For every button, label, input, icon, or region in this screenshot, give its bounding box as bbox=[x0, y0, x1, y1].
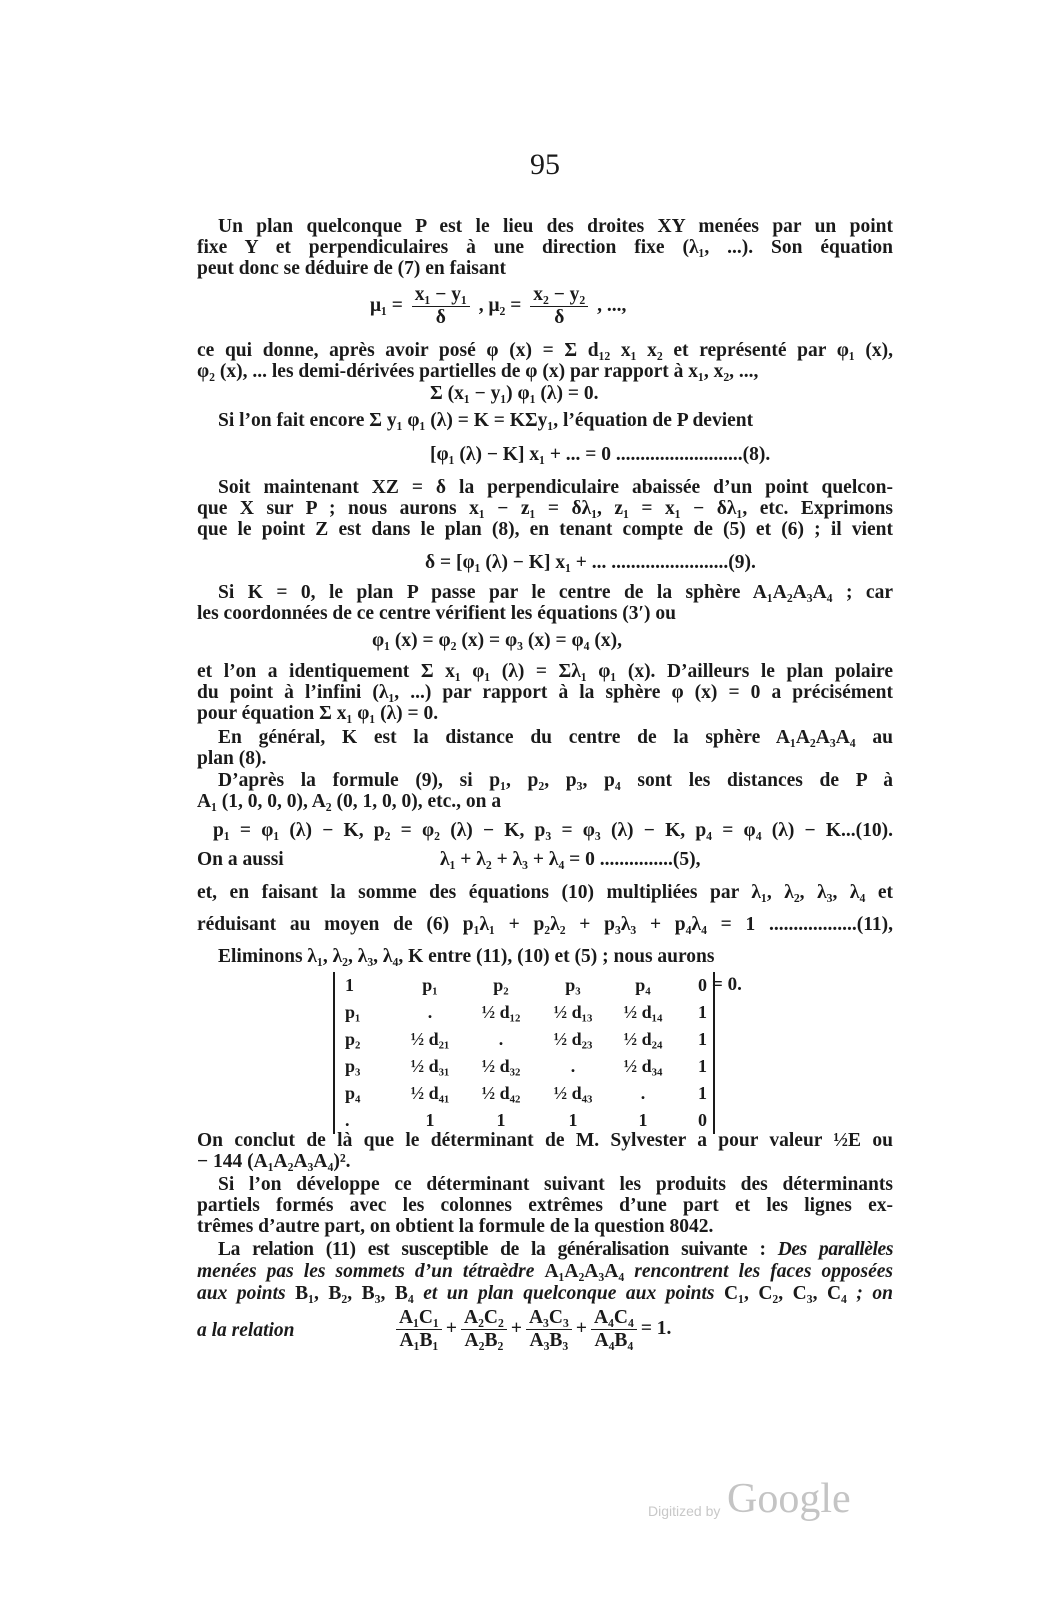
numerator: A₂C₂ bbox=[461, 1307, 507, 1330]
plus-sign: + bbox=[510, 1317, 522, 1339]
determinant bbox=[333, 972, 715, 1134]
text-span: La relation (11) est susceptible de la généralisation suivante : bbox=[218, 1239, 778, 1260]
text-line: Un plan quelconque P est le lieu des droites XY menées par un point bbox=[218, 216, 893, 237]
text-line: Soit maintenant XZ = δ la perpendiculaire abaissée d’un point quelcon- bbox=[218, 477, 893, 498]
text-line: Si l’on fait encore Σ y₁ φ₁ (λ) = K = KΣy₁, l’équation de P devient bbox=[218, 410, 754, 431]
numerator: x₁ − y₁ bbox=[412, 284, 470, 307]
text-line: les coordonnées de ce centre vérifient les équations (3′) ou bbox=[197, 603, 676, 624]
determinant-row bbox=[335, 1053, 713, 1080]
determinant-cell: 1 bbox=[698, 1029, 707, 1049]
equation-11: réduisant au moyen de (6) p₁λ₁ + p₂λ₂ + p₃λ₃ + p₄λ₄ = 1 ..................(11), bbox=[197, 914, 893, 935]
determinant-table bbox=[335, 972, 713, 1134]
determinant-cell: p₃ bbox=[345, 1056, 361, 1076]
italic-span: rencontrent les faces opposées bbox=[624, 1261, 893, 1282]
determinant-cell: . bbox=[498, 1029, 504, 1049]
numerator: x₂ − y₂ bbox=[530, 284, 588, 307]
determinant-cell: p₄ bbox=[345, 1083, 361, 1103]
determinant-cell: p₁ bbox=[345, 1002, 361, 1022]
text-line bbox=[218, 1239, 893, 1261]
equation: φ₁ (x) = φ₂ (x) = φ₃ (x) = φ₄ (x), bbox=[372, 630, 622, 651]
determinant-cell: ½ d₂₁ bbox=[410, 1029, 450, 1049]
text-line bbox=[197, 1261, 893, 1283]
text-line: Si K = 0, le plan P passe par le centre de la sphère A₁A₂A₃A₄ ; car bbox=[218, 582, 893, 603]
text-line: et l’on a identiquement Σ x₁ φ₁ (λ) = Σλ₁ φ₁ (x). D’ailleurs le plan polaire bbox=[197, 661, 893, 682]
text-line: plan (8). bbox=[197, 748, 267, 769]
mu2-label: , μ₂ = bbox=[478, 294, 522, 316]
determinant-row bbox=[335, 999, 713, 1026]
determinant-cell: . bbox=[427, 1002, 433, 1022]
text-line: pour équation Σ x₁ φ₁ (λ) = 0. bbox=[197, 703, 439, 724]
plus-sign: + bbox=[575, 1317, 587, 1339]
determinant-equals: = 0. bbox=[712, 974, 742, 995]
determinant-cell: . bbox=[345, 1110, 350, 1130]
text-line: fixe Y et perpendiculaires à une direction fixe (λ₁, ...). Son équation bbox=[197, 237, 893, 258]
plus-sign: + bbox=[445, 1317, 457, 1339]
determinant-cell: 1 bbox=[345, 975, 354, 995]
determinant-cell: ½ d₄₃ bbox=[553, 1083, 593, 1103]
determinant-cell: ½ d₄₁ bbox=[410, 1083, 450, 1103]
text-line: que le point Z est dans le plan (8), en tenant compte de (5) et (6) ; il vient bbox=[197, 519, 893, 540]
determinant-cell: 1 bbox=[698, 1083, 707, 1103]
mu1-fraction bbox=[412, 284, 470, 329]
determinant-cell: p₁ bbox=[422, 975, 438, 995]
italic-span: ; on bbox=[846, 1283, 893, 1304]
text-line: On a aussi bbox=[197, 849, 284, 870]
italic-span: et un plan quelconque aux points bbox=[413, 1283, 725, 1304]
text-line: D’après la formule (9), si p₁, p₂, p₃, p₄ sont les distances de P à bbox=[218, 770, 893, 791]
text-span: B₁, B₂, B₃, B₄ bbox=[295, 1283, 414, 1304]
equation-8: [φ₁ (λ) − K] x₁ + ... = 0 ..........................(8). bbox=[430, 444, 771, 465]
text-line: partiels formés avec les colonnes extrêmes d’une part et les lignes ex- bbox=[197, 1195, 893, 1216]
denominator: δ bbox=[554, 307, 565, 328]
mu-tail: , ..., bbox=[597, 294, 627, 316]
numerator: A₁C₁ bbox=[396, 1307, 442, 1330]
text-line: peut donc se déduire de (7) en faisant bbox=[197, 258, 506, 279]
equation-10: p₁ = φ₁ (λ) − K, p₂ = φ₂ (λ) − K, p₃ = φ₃ (λ) − K, p₄ = φ₄ (λ) − K...(10). bbox=[213, 820, 893, 841]
watermark-prefix: Digitized by bbox=[648, 1503, 721, 1519]
equation-9: δ = [φ₁ (λ) − K] x₁ + ... ........................(9). bbox=[425, 552, 756, 573]
ratio-fraction bbox=[591, 1307, 637, 1352]
determinant-cell: 1 bbox=[568, 1110, 578, 1130]
determinant-cell: p₃ bbox=[565, 975, 581, 995]
determinant-cell: ½ d₄₂ bbox=[481, 1083, 521, 1103]
text-line bbox=[197, 1283, 893, 1305]
denominator: δ bbox=[435, 307, 446, 328]
text-line: ce qui donne, après avoir posé φ (x) = Σ d₁₂ x₁ x₂ et représenté par φ₁ (x), bbox=[197, 340, 893, 361]
determinant-cell: ½ d₂₄ bbox=[623, 1029, 663, 1049]
determinant-cell: 1 bbox=[698, 1056, 707, 1076]
text-line: a la relation bbox=[197, 1320, 295, 1341]
text-line: que X sur P ; nous aurons x₁ − z₁ = δλ₁, z₁ = x₁ − δλ₁, etc. Exprimons bbox=[197, 498, 893, 519]
text-line: A₁ (1, 0, 0, 0), A₂ (0, 1, 0, 0), etc., on a bbox=[197, 791, 502, 812]
determinant-cell: 1 bbox=[425, 1110, 435, 1130]
determinant-cell: ½ d₁₂ bbox=[481, 1002, 521, 1022]
text-span: A₁A₂A₃A₄ bbox=[544, 1261, 625, 1282]
determinant-cell: ½ d₁₃ bbox=[553, 1002, 593, 1022]
text-line: On conclut de là que le déterminant de M. Sylvester a pour valeur ½E ou bbox=[197, 1130, 893, 1151]
determinant-cell: 1 bbox=[496, 1110, 506, 1130]
text-span: C₁, C₂, C₃, C₄ bbox=[724, 1283, 847, 1304]
italic-span: aux points bbox=[197, 1283, 296, 1304]
determinant-cell: ½ d₃₁ bbox=[410, 1056, 450, 1076]
denominator: A₁B₁ bbox=[399, 1330, 439, 1351]
ratio-fraction bbox=[396, 1307, 442, 1352]
determinant-cell: 1 bbox=[638, 1110, 648, 1130]
determinant-cell: 1 bbox=[698, 1002, 707, 1022]
determinant-cell: . bbox=[570, 1056, 576, 1076]
text-line: − 144 (A₁A₂A₃A₄)². bbox=[197, 1151, 351, 1172]
determinant-cell: p₂ bbox=[493, 975, 509, 995]
determinant-row bbox=[335, 1080, 713, 1107]
text-line: et, en faisant la somme des équations (10) multipliées par λ₁, λ₂, λ₃, λ₄ et bbox=[197, 882, 893, 903]
text-line: Si l’on développe ce déterminant suivant les produits des déterminants bbox=[218, 1174, 893, 1195]
numerator: A₄C₄ bbox=[591, 1307, 637, 1330]
text-line: du point à l’infini (λ₁, ...) par rapport à la sphère φ (x) = 0 a précisément bbox=[197, 682, 893, 703]
equation-5: λ₁ + λ₂ + λ₃ + λ₄ = 0 ...............(5), bbox=[440, 849, 701, 870]
determinant-cell: ½ d₂₃ bbox=[553, 1029, 593, 1049]
text-line: trêmes d’autre part, on obtient la formule de la question 8042. bbox=[197, 1216, 714, 1237]
equation: Σ (x₁ − y₁) φ₁ (λ) = 0. bbox=[430, 383, 599, 404]
ratio-fraction bbox=[526, 1307, 572, 1352]
italic-span: Des parallèles bbox=[777, 1239, 894, 1260]
ratio-fraction bbox=[461, 1307, 507, 1352]
determinant-cell: p₄ bbox=[635, 975, 651, 995]
determinant-cell: . bbox=[640, 1083, 646, 1103]
determinant-cell: 0 bbox=[698, 1110, 707, 1130]
denominator: A₂B₂ bbox=[464, 1330, 504, 1351]
relation-result: = 1. bbox=[640, 1317, 672, 1339]
determinant-cell: ½ d₁₄ bbox=[623, 1002, 663, 1022]
determinant-cell: ½ d₃₂ bbox=[481, 1056, 521, 1076]
text-line: En général, K est la distance du centre de la sphère A₁A₂A₃A₄ au bbox=[218, 727, 893, 748]
determinant-cell: p₂ bbox=[345, 1029, 361, 1049]
mu1-label: μ₁ = bbox=[370, 294, 403, 316]
determinant-row bbox=[335, 1026, 713, 1053]
relation-formula bbox=[392, 1307, 671, 1352]
mu2-fraction bbox=[530, 284, 588, 329]
numerator: A₃C₃ bbox=[526, 1307, 572, 1330]
determinant-row bbox=[335, 972, 713, 999]
text-line: φ₂ (x), ... les demi-dérivées partielles de φ (x) par rapport à x₁, x₂, ..., bbox=[197, 361, 759, 382]
determinant-cell: 0 bbox=[698, 975, 707, 995]
text-line: Eliminons λ₁, λ₂, λ₃, λ₄, K entre (11), (10) et (5) ; nous aurons bbox=[218, 946, 715, 967]
page-number: 95 bbox=[530, 148, 560, 181]
determinant-cell: ½ d₃₄ bbox=[623, 1056, 663, 1076]
denominator: A₃B₃ bbox=[529, 1330, 569, 1351]
mu-formula bbox=[370, 284, 626, 329]
google-watermark-logo: Google bbox=[727, 1476, 851, 1522]
denominator: A₄B₄ bbox=[594, 1330, 634, 1351]
italic-span: menées pas les sommets d’un tétraèdre bbox=[197, 1261, 545, 1282]
